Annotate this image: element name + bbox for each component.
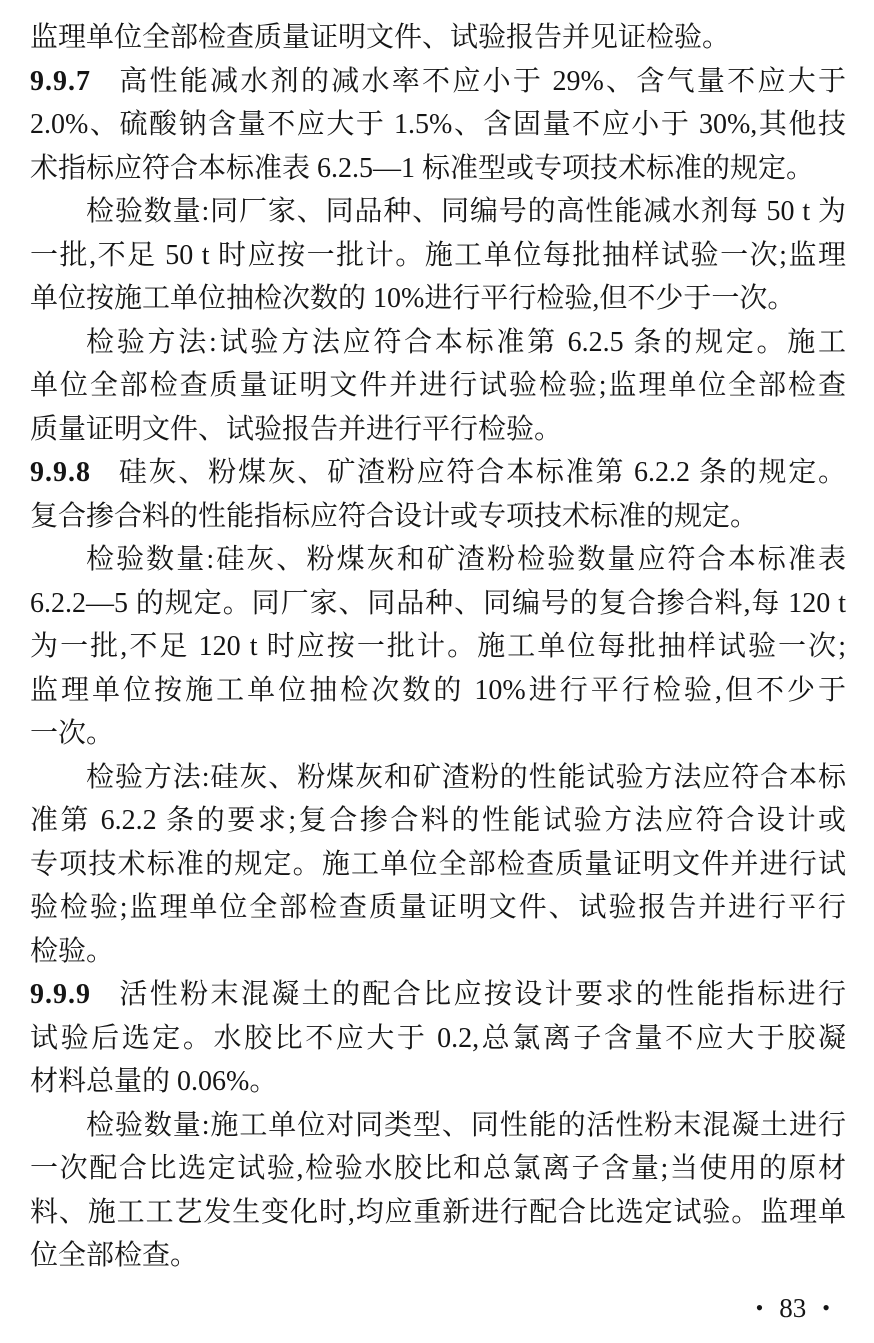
text-line: 检验数量:硅灰、粉煤灰和矿渣粉检验数量应符合本标准表 xyxy=(86,544,846,575)
text-line: 监理单位全部检查质量证明文件、试验报告并见证检验。 xyxy=(30,22,731,53)
page-footer xyxy=(756,1293,830,1323)
text-line: 术指标应符合本标准表 6.2.5—1 标准型或专项技术标准的规定。 xyxy=(30,152,815,184)
footer-bullet-left: • xyxy=(755,1295,764,1320)
text-line: 2.0%、硫酸钠含量不应大于 1.5%、含固量不应小于 30%,其他技 xyxy=(30,109,846,140)
text-line: 为一批,不足 120 t 时应按一批计。施工单位每批抽样试验一次; xyxy=(30,631,846,662)
section-text: 高性能减水剂的减水率不应小于 29%、含气量不应大于 xyxy=(117,65,846,97)
text-line: 试验后选定。水胶比不应大于 0.2,总氯离子含量不应大于胶凝 xyxy=(30,1022,846,1054)
text-line-section xyxy=(30,451,846,495)
text-line: 检验数量:施工单位对同类型、同性能的活性粉末混凝土进行 xyxy=(86,1109,846,1141)
text-line: 检验。 xyxy=(30,935,115,967)
text-line: 单位按施工单位抽检次数的 10%进行平行检验,但不少于一次。 xyxy=(30,283,796,314)
text-line: 料、施工工艺发生变化时,均应重新进行配合比选定试验。监理单 xyxy=(30,1196,846,1228)
section-text: 硅灰、粉煤灰、矿渣粉应符合本标准第 6.2.2 条的规定。 xyxy=(117,457,846,488)
text-line: 准第 6.2.2 条的要求;复合掺合料的性能试验方法应符合设计或 xyxy=(30,805,846,836)
text-line: 单位全部检查质量证明文件并进行试验检验;监理单位全部检查 xyxy=(30,370,846,401)
page-number: 83 xyxy=(779,1293,807,1323)
text-line: 监理单位按施工单位抽检次数的 10%进行平行检验,但不少于 xyxy=(30,674,846,706)
text-line: 6.2.2—5 的规定。同厂家、同品种、同编号的复合掺合料,每 120 t xyxy=(30,587,846,619)
text-line-section xyxy=(30,60,846,104)
text-line: 一次配合比选定试验,检验水胶比和总氯离子含量;当使用的原材 xyxy=(30,1153,846,1184)
text-line-section xyxy=(30,973,846,1017)
section-text: 活性粉末混凝土的配合比应按设计要求的性能指标进行 xyxy=(117,979,846,1010)
text-line: 一批,不足 50 t 时应按一批计。施工单位每批抽样试验一次;监理 xyxy=(30,239,846,271)
text-line: 检验方法:硅灰、粉煤灰和矿渣粉的性能试验方法应符合本标 xyxy=(86,761,846,793)
text-line: 复合掺合料的性能指标应符合设计或专项技术标准的规定。 xyxy=(30,500,759,532)
footer-bullet-right: • xyxy=(822,1295,830,1320)
text-line: 质量证明文件、试验报告并进行平行检验。 xyxy=(30,413,563,445)
text-line: 验检验;监理单位全部检查质量证明文件、试验报告并进行平行 xyxy=(30,892,846,923)
text-line: 一次。 xyxy=(30,718,115,749)
text-line: 位全部检查。 xyxy=(30,1240,199,1271)
section-number: 9.9.9 xyxy=(30,979,91,1010)
section-number: 9.9.8 xyxy=(30,457,91,488)
text-line: 检验方法:试验方法应符合本标准第 6.2.5 条的规定。施工 xyxy=(86,326,846,358)
text-line: 材料总量的 0.06%。 xyxy=(30,1066,278,1097)
text-block xyxy=(30,16,846,1278)
text-line: 检验数量:同厂家、同品种、同编号的高性能减水剂每 50 t 为 xyxy=(86,196,846,227)
section-number: 9.9.7 xyxy=(30,65,91,97)
text-line: 专项技术标准的规定。施工单位全部检查质量证明文件并进行试 xyxy=(30,848,846,880)
